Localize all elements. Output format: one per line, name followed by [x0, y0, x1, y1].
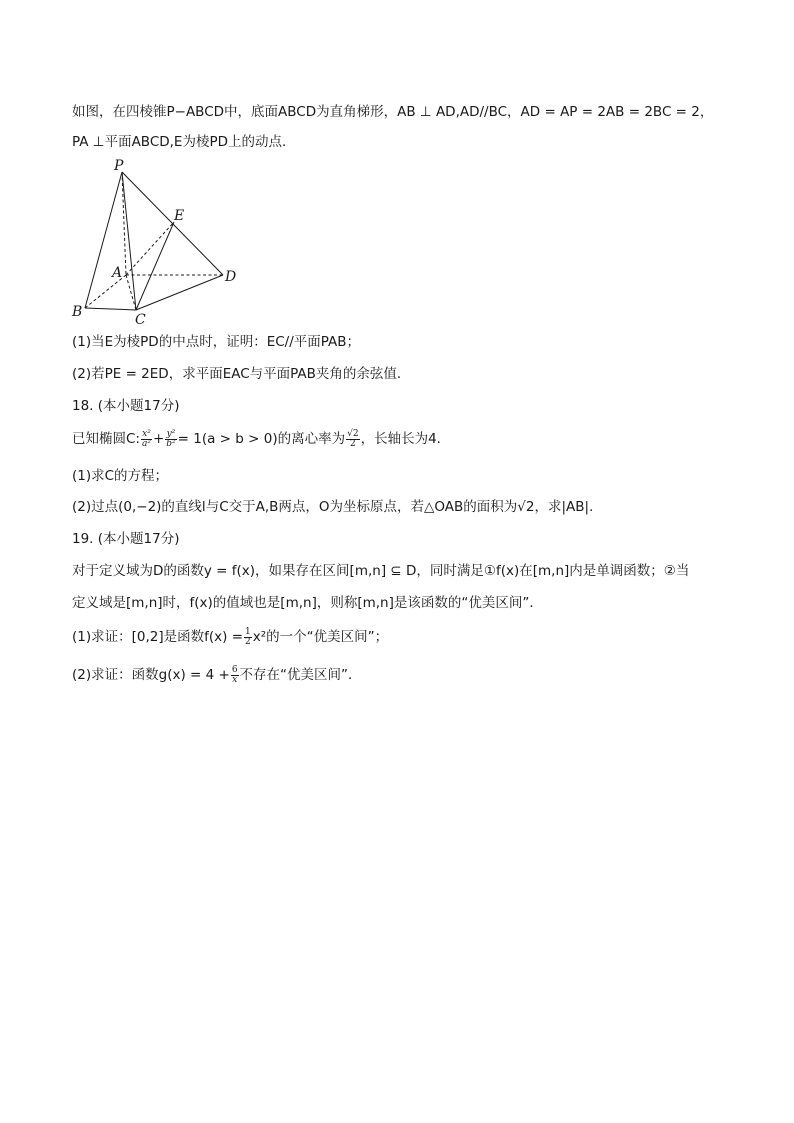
problem19-header: 19. (本小题17分) [72, 531, 180, 547]
problem18-stem-suffix: ，长轴长为4． [360, 431, 451, 447]
label-a: A [112, 265, 123, 281]
problem18-part1: (1)求C的方程； [72, 468, 169, 484]
problem17-part2: (2)若PE = 2ED，求平面EAC与平面PAB夹角的余弦值． [72, 366, 411, 382]
edge-pd [122, 172, 223, 275]
label-d: D [225, 269, 237, 285]
problem18-stem-middle: = 1(a > b > 0)的离心率为 [177, 431, 346, 447]
label-p: P [114, 158, 124, 174]
fraction-one-half: $\frac{1}{2}$ [245, 626, 251, 647]
problem19-part1-prefix: (1)求证：[0,2]是函数f(x) = [72, 629, 244, 645]
problem18-stem [72, 428, 714, 450]
problem18-part2: (2)过点(0,−2)的直线l与C交于A,B两点，O为坐标原点，若△OAB的面积为√2，求|AB|． [72, 499, 603, 515]
plus-sign: + [152, 431, 165, 447]
edge-pc [122, 172, 136, 310]
problem18-header: 18. (本小题17分) [72, 398, 180, 414]
edge-bc [85, 308, 136, 310]
problem19-stem-line1: 对于定义域为D的函数y = f(x)，如果存在区间[m,n] ⊆ D，同时满足①f(x)在[m,n]内是单调函数；②当 [72, 563, 690, 579]
fraction-y2-b2: $\frac{\text{y²}}{\text{b²}}$ [166, 428, 176, 449]
label-e: E [174, 208, 185, 224]
problem17-stem-line1: 如图，在四棱锥P−ABCD中，底面ABCD为直角梯形，AB ⊥ AD,AD//BC，AD = AP = 2AB = 2BC = 2， [72, 104, 714, 120]
problem17-part1: (1)当E为棱PD的中点时，证明：EC//平面PAB； [72, 334, 361, 350]
edge-pb [85, 172, 122, 308]
problem19-part2 [72, 664, 714, 686]
fraction-sqrt2-2: $\frac{√2}{2}$ [347, 428, 359, 449]
problem19-part1-suffix: x²的一个“优美区间”； [252, 629, 389, 645]
edge-ae [126, 222, 174, 275]
problem19-part2-prefix: (2)求证：函数g(x) = 4 + [72, 667, 230, 683]
fraction-six-over-x: $\frac{6}{x}$ [231, 664, 238, 685]
problem17-stem-line2: PA ⊥平面ABCD,E为棱PD上的动点． [72, 134, 296, 150]
fraction-x2-a2: $\frac{\text{x²}}{\text{a²}}$ [141, 428, 151, 449]
problem18-stem-prefix: 已知椭圆C: [72, 431, 140, 447]
label-c: C [135, 312, 146, 326]
label-b: B [72, 304, 83, 320]
problem19-part2-suffix: 不存在“优美区间”． [239, 667, 362, 683]
problem19-part1 [72, 626, 714, 648]
problem19-stem-line2: 定义域是[m,n]时，f(x)的值域也是[m,n]，则称[m,n]是该函数的“优美区间”． [72, 595, 543, 611]
pyramid-figure [70, 156, 250, 326]
